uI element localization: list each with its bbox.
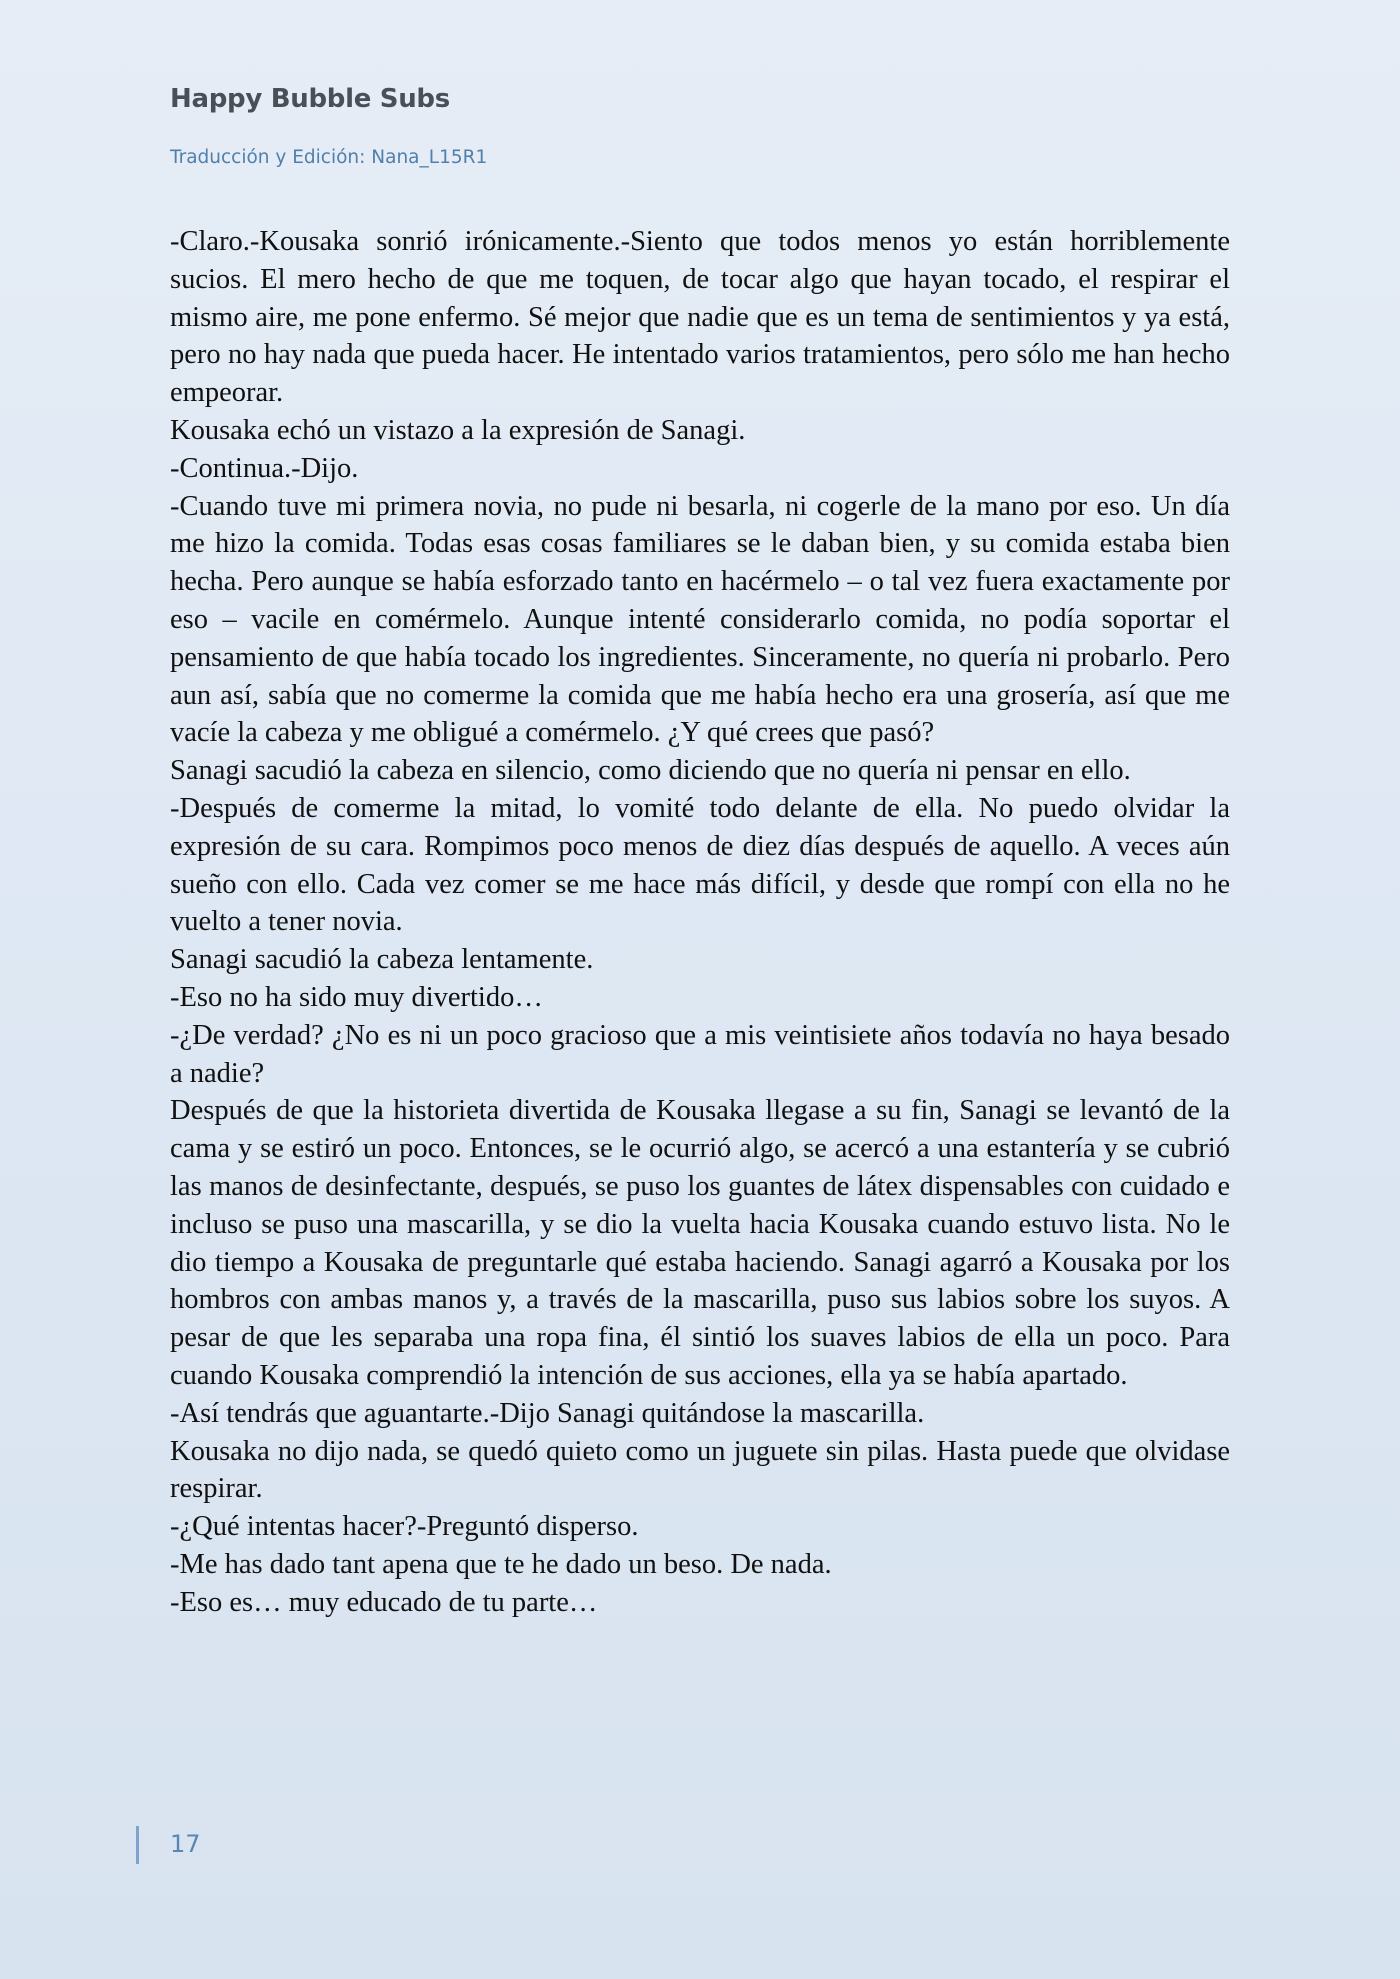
paragraph: Kousaka echó un vistazo a la expresión de Sanagi. — [170, 414, 746, 446]
page-number: 17 — [170, 1830, 201, 1858]
paragraph: Después de que la historieta divertida de Kousaka llegase a su fin, Sanagi se levantó de la cama y se estiró un poco. Entonces, se le ocurrió algo, se acercó a una estantería y se cubrió las manos de desinfectante, después, se puso los guantes de látex dispensables con cuidado e incluso se puso una mascarilla, y se dio la vuelta hacia Kousaka cuando estuvo lista. No le dio tiempo a Kousaka de preguntarle qué estaba haciendo. Sanagi agarró a Kousaka por los hombros con ambas manos y, a través de la mascarilla, puso sus labios sobre los suyos. A pesar de que les separaba una ropa fina, él sintió los suaves labios de ella un poco. Para cuando Kousaka comprendió la intención de sus acciones, ella ya se había apartado. — [170, 1095, 1230, 1391]
paragraph: -Me has dado tant apena que te he dado un beso. De nada. — [170, 1548, 832, 1580]
paragraph: -Eso no ha sido muy divertido… — [170, 981, 543, 1013]
paragraph: -¿De verdad? ¿No es ni un poco gracioso que a mis veintisiete años todavía no haya besado a nadie? — [170, 1019, 1230, 1089]
paragraph: Sanagi sacudió la cabeza lentamente. — [170, 944, 594, 976]
paragraph: -Eso es… muy educado de tu parte… — [170, 1586, 598, 1618]
footer-divider — [136, 1826, 139, 1864]
header-credit: Traducción y Edición: Nana_L15R1 — [170, 147, 488, 168]
paragraph: Sanagi sacudió la cabeza en silencio, como diciendo que no quería ni pensar en ello. — [170, 755, 1131, 787]
paragraph: -Continua.-Dijo. — [170, 452, 359, 484]
header-title: Happy Bubble Subs — [170, 84, 450, 114]
paragraph: -¿Qué intentas hacer?-Preguntó disperso. — [170, 1511, 639, 1543]
paragraph: -Así tendrás que aguantarte.-Dijo Sanagi quitándose la mascarilla. — [170, 1397, 925, 1429]
paragraph: Kousaka no dijo nada, se quedó quieto como un juguete sin pilas. Hasta puede que olvidase respirar. — [170, 1435, 1230, 1505]
body-text — [170, 223, 1230, 1621]
paragraph: -Cuando tuve mi primera novia, no pude ni besarla, ni cogerle de la mano por eso. Un día me hizo la comida. Todas esas cosas familiares se le daban bien, y su comida estaba bien hecha. Pero aunque se había esforzado tanto en hacérmelo – o tal vez fuera exactamente por eso – vacile en comérmelo. Aunque intenté considerarlo comida, no podía soportar el pensamiento de que había tocado los ingredientes. Sinceramente, no quería ni probarlo. Pero aun así, sabía que no comerme la comida que me había hecho era una grosería, así que me vacíe la cabeza y me obligué a comérmelo. ¿Y qué crees que pasó? — [170, 490, 1230, 749]
paragraph: -Claro.-Kousaka sonrió irónicamente.-Siento que todos menos yo están horriblemente sucios. El mero hecho de que me toquen, de tocar algo que hayan tocado, el respirar el mismo aire, me pone enfermo. Sé mejor que nadie que es un tema de sentimientos y ya está, pero no hay nada que pueda hacer. He intentado varios tratamientos, pero sólo me han hecho empeorar. — [170, 226, 1230, 409]
paragraph: -Después de comerme la mitad, lo vomité todo delante de ella. No puedo olvidar la expresión de su cara. Rompimos poco menos de diez días después de aquello. A veces aún sueño con ello. Cada vez comer se me hace más difícil, y desde que rompí con ella no he vuelto a tener novia. — [170, 792, 1230, 938]
